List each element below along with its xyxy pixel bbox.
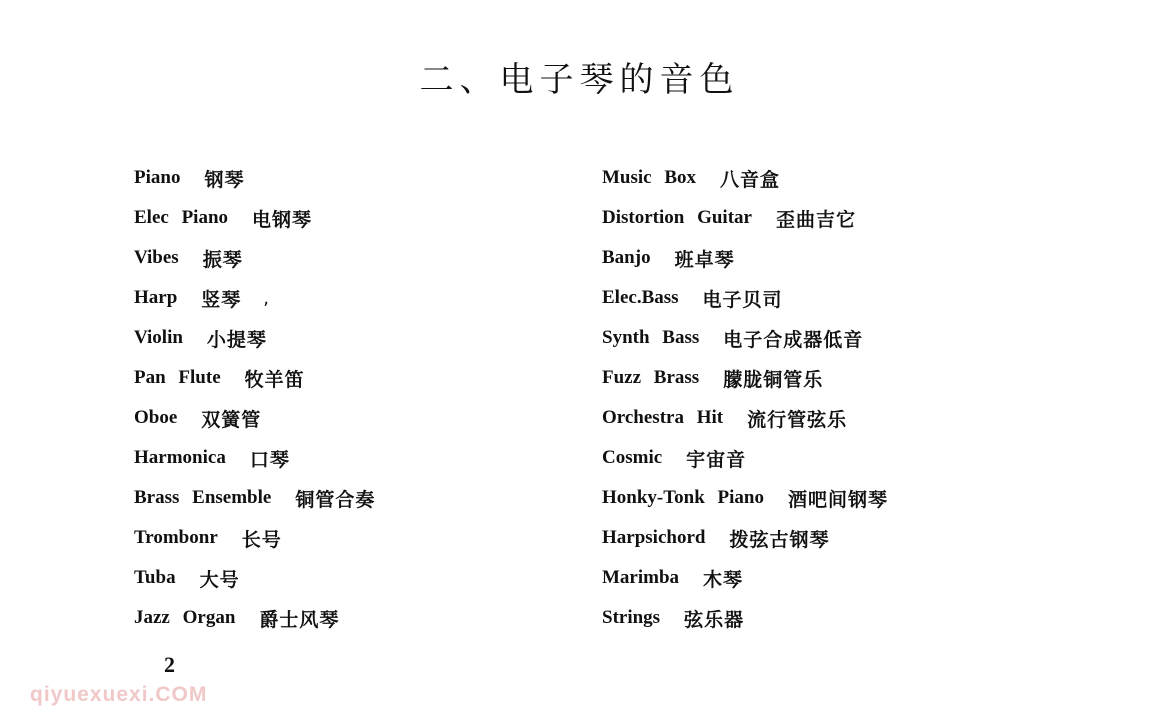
instrument-name-en: Banjo bbox=[602, 247, 651, 268]
list-item bbox=[602, 198, 888, 238]
list-item bbox=[134, 238, 375, 278]
instrument-name-en: Harmonica bbox=[134, 447, 226, 468]
instrument-name-en: Piano bbox=[134, 167, 181, 188]
instrument-name-zh: 八音盒 bbox=[720, 168, 781, 191]
instrument-name-en: Honky-Tonk Piano bbox=[602, 487, 765, 508]
page-title: 二、电子琴的音色 bbox=[419, 60, 740, 100]
instrument-name-en: Oboe bbox=[134, 407, 178, 428]
instrument-name-zh: 爵士风琴 bbox=[259, 608, 340, 631]
instrument-name-en: Violin bbox=[134, 327, 183, 348]
site-watermark: qiyuexuexi.COM bbox=[30, 683, 208, 706]
instrument-name-en: Distortion Guitar bbox=[602, 207, 752, 228]
list-item bbox=[602, 518, 888, 558]
instrument-name-zh: 酒吧间钢琴 bbox=[788, 488, 889, 511]
list-item bbox=[134, 398, 375, 438]
list-item bbox=[134, 478, 375, 518]
list-item bbox=[602, 158, 888, 198]
list-item bbox=[134, 558, 375, 598]
instrument-name-zh: 电子合成器低音 bbox=[723, 328, 864, 351]
list-item bbox=[134, 598, 375, 638]
instrument-name-en: Jazz Organ bbox=[134, 607, 236, 628]
list-item bbox=[134, 318, 375, 358]
instrument-name-en: Synth Bass bbox=[602, 327, 700, 348]
instrument-name-zh: 朦胧铜管乐 bbox=[723, 368, 824, 391]
instrument-name-zh: 电子贝司 bbox=[702, 288, 783, 311]
instrument-name-en: Strings bbox=[602, 607, 661, 628]
instrument-name-en: Elec.Bass bbox=[602, 287, 679, 308]
page-number: 2 bbox=[164, 652, 175, 677]
list-item bbox=[134, 438, 375, 478]
instrument-name-en: Orchestra Hit bbox=[602, 407, 724, 428]
instrument-name-zh: 竖琴 bbox=[201, 288, 242, 311]
instrument-list-left bbox=[134, 158, 375, 638]
list-item bbox=[602, 398, 888, 438]
list-item bbox=[134, 358, 375, 398]
list-item bbox=[134, 278, 375, 318]
instrument-name-zh: 振琴 bbox=[202, 248, 243, 271]
list-item bbox=[602, 278, 888, 318]
instrument-name-zh: 大号 bbox=[199, 568, 240, 591]
list-item bbox=[134, 198, 375, 238]
instrument-name-en: Brass Ensemble bbox=[134, 487, 272, 508]
instrument-name-en: Harp bbox=[134, 287, 178, 308]
instrument-name-zh: 木琴 bbox=[703, 568, 744, 591]
instrument-name-en: Tuba bbox=[134, 567, 176, 588]
instrument-name-en: Elec Piano bbox=[134, 207, 229, 228]
list-item bbox=[602, 438, 888, 478]
list-item bbox=[134, 518, 375, 558]
instrument-name-en: Cosmic bbox=[602, 447, 663, 468]
list-item bbox=[602, 558, 888, 598]
instrument-name-en: Harpsichord bbox=[602, 527, 706, 548]
instrument-name-zh: 宇宙音 bbox=[686, 448, 747, 471]
instrument-name-zh: 牧羊笛 bbox=[244, 368, 305, 391]
list-item bbox=[602, 478, 888, 518]
instrument-name-en: Pan Flute bbox=[134, 367, 221, 388]
instrument-name-en: Music Box bbox=[602, 167, 697, 188]
list-item bbox=[602, 358, 888, 398]
instrument-name-en: Marimba bbox=[602, 567, 680, 588]
instrument-name-en: Fuzz Brass bbox=[602, 367, 700, 388]
instrument-name-en: Vibes bbox=[134, 247, 179, 268]
instrument-name-zh: 拨弦古钢琴 bbox=[729, 528, 830, 551]
list-item bbox=[134, 158, 375, 198]
instrument-name-zh: 流行管弦乐 bbox=[747, 408, 848, 431]
instrument-name-zh: 铜管合奏 bbox=[295, 488, 376, 511]
stray-mark: , bbox=[263, 287, 270, 309]
list-item bbox=[602, 318, 888, 358]
instrument-name-zh: 小提琴 bbox=[206, 328, 267, 351]
instrument-list-right bbox=[602, 158, 888, 638]
instrument-name-zh: 歪曲吉它 bbox=[775, 208, 856, 231]
list-item bbox=[602, 598, 888, 638]
instrument-name-zh: 钢琴 bbox=[204, 168, 245, 191]
instrument-name-zh: 口琴 bbox=[249, 448, 290, 471]
instrument-name-zh: 班卓琴 bbox=[674, 248, 735, 271]
instrument-name-zh: 电钢琴 bbox=[252, 208, 313, 231]
instrument-name-en: Trombonr bbox=[134, 527, 218, 548]
instrument-name-zh: 双簧管 bbox=[201, 408, 262, 431]
list-item bbox=[602, 238, 888, 278]
instrument-name-zh: 长号 bbox=[241, 528, 282, 551]
instrument-name-zh: 弦乐器 bbox=[684, 608, 745, 631]
